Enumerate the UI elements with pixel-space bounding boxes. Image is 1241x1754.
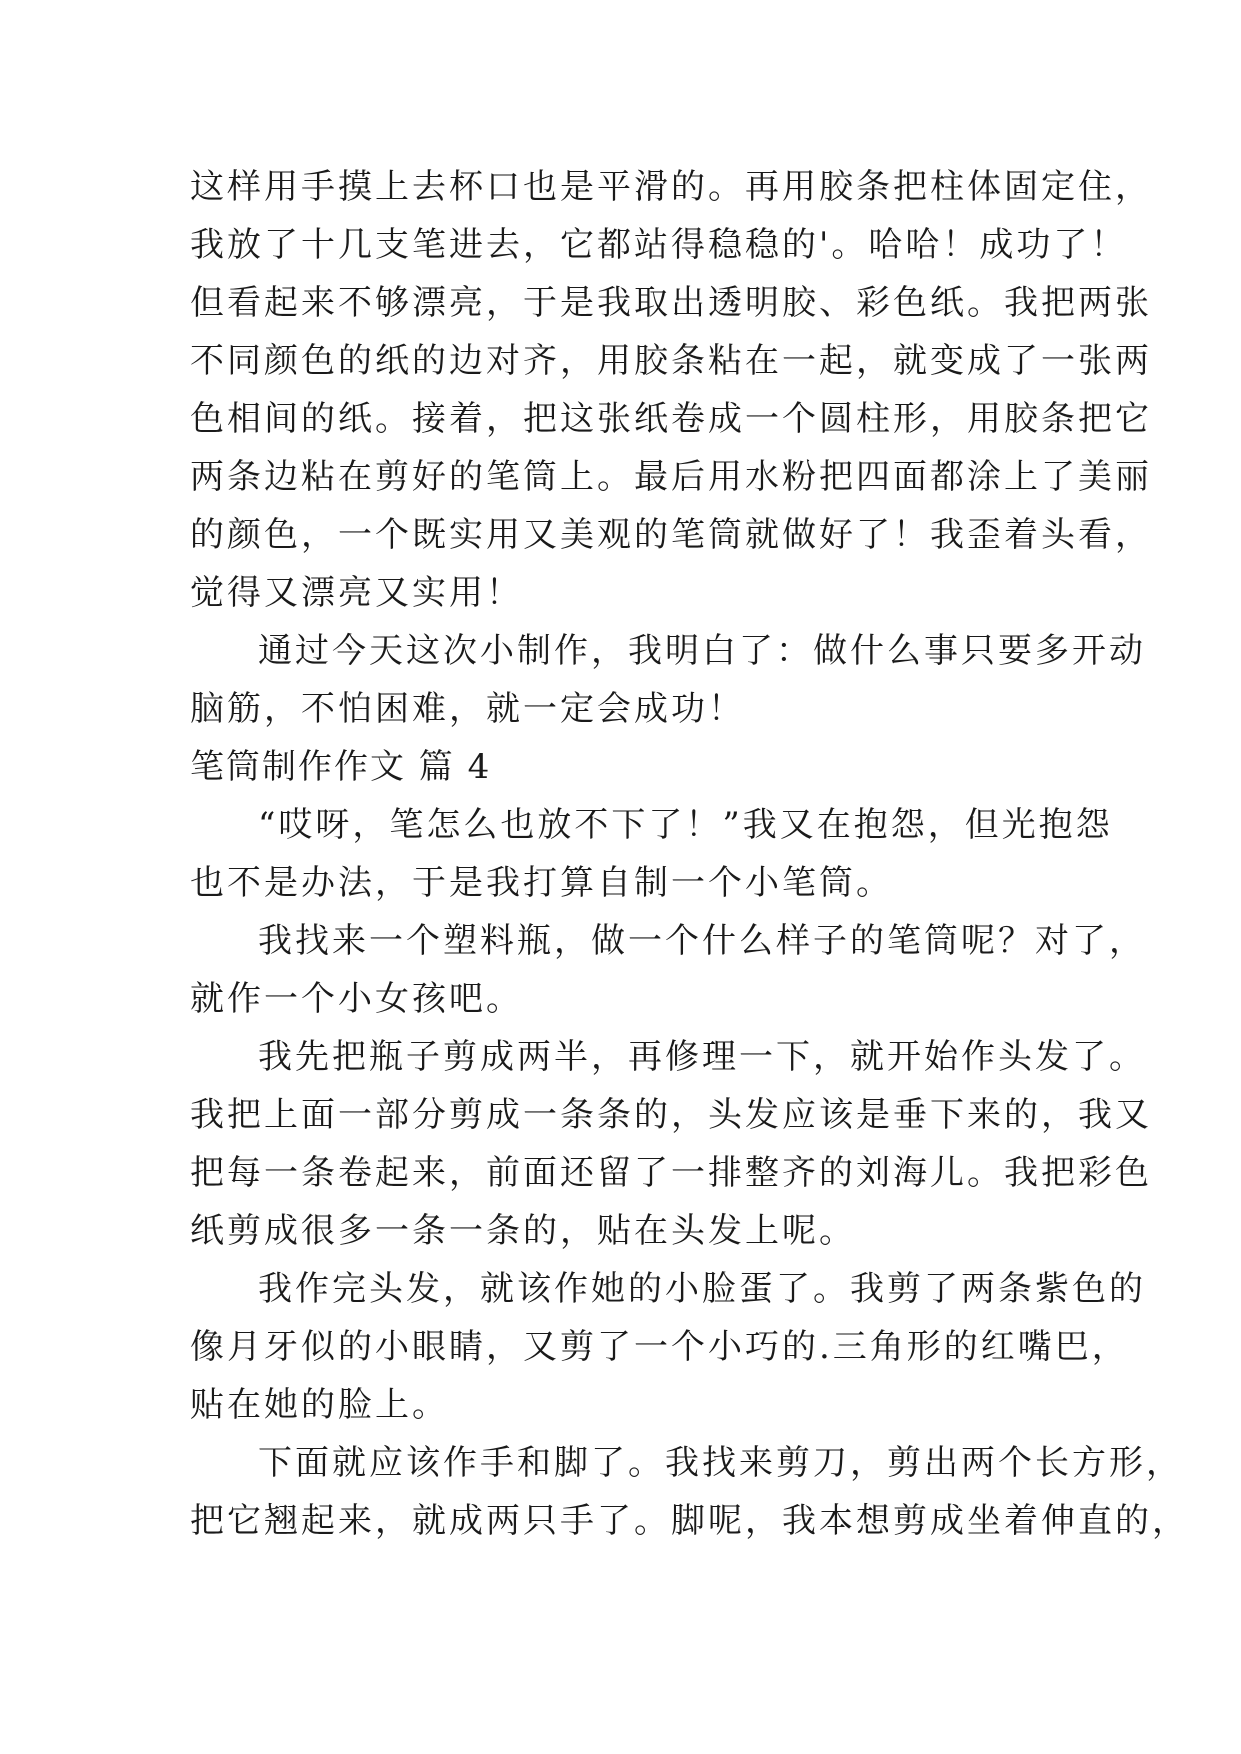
paragraph-line: 把它翘起来，就成两只手了。脚呢，我本想剪成坐着伸直的， [190,1501,1189,1541]
paragraph-line: “哎呀，笔怎么也放不下了！”我又在抱怨，但光抱怨 [258,805,1113,845]
paragraph-line: 也不是办法，于是我打算自制一个小笔筒。 [190,863,893,903]
paragraph-line: 下面就应该作手和脚了。我找来剪刀，剪出两个长方形， [258,1443,1183,1483]
paragraph-line: 贴在她的脸上。 [190,1385,449,1425]
paragraph-line: 的颜色，一个既实用又美观的笔筒就做好了！我歪着头看， [190,515,1152,555]
paragraph-line: 这样用手摸上去杯口也是平滑的。再用胶条把柱体固定住， [190,167,1152,207]
paragraph-line: 就作一个小女孩吧。 [190,979,523,1019]
paragraph-line: 两条边粘在剪好的笔筒上。最后用水粉把四面都涂上了美丽 [190,457,1152,497]
paragraph-line: 色相间的纸。接着，把这张纸卷成一个圆柱形，用胶条把它 [190,399,1152,439]
paragraph-line: 不同颜色的纸的边对齐，用胶条粘在一起，就变成了一张两 [190,341,1152,381]
paragraph-line: 把每一条卷起来，前面还留了一排整齐的刘海儿。我把彩色 [190,1153,1152,1193]
paragraph-line: 我把上面一部分剪成一条条的，头发应该是垂下来的，我又 [190,1095,1152,1135]
paragraph-line: 我找来一个塑料瓶，做一个什么样子的笔筒呢？对了， [258,921,1146,961]
paragraph-line: 通过今天这次小制作，我明白了：做什么事只要多开动 [258,631,1146,671]
paragraph-line: 我先把瓶子剪成两半，再修理一下，就开始作头发了。 [258,1037,1146,1077]
paragraph-line: 觉得又漂亮又实用！ [190,573,523,613]
section-heading: 笔筒制作作文 篇 4 [190,747,492,787]
paragraph-line: 脑筋，不怕困难，就一定会成功！ [190,689,745,729]
paragraph-line: 像月牙似的小眼睛，又剪了一个小巧的.三角形的红嘴巴， [190,1327,1129,1367]
paragraph-line: 但看起来不够漂亮，于是我取出透明胶、彩色纸。我把两张 [190,283,1152,323]
paragraph-line: 纸剪成很多一条一条的，贴在头发上呢。 [190,1211,856,1251]
document-body [190,158,1189,1550]
paragraph-line: 我放了十几支笔进去，它都站得稳稳的'。哈哈！成功了！ [190,225,1128,265]
paragraph-line: 我作完头发，就该作她的小脸蛋了。我剪了两条紫色的 [258,1269,1146,1309]
